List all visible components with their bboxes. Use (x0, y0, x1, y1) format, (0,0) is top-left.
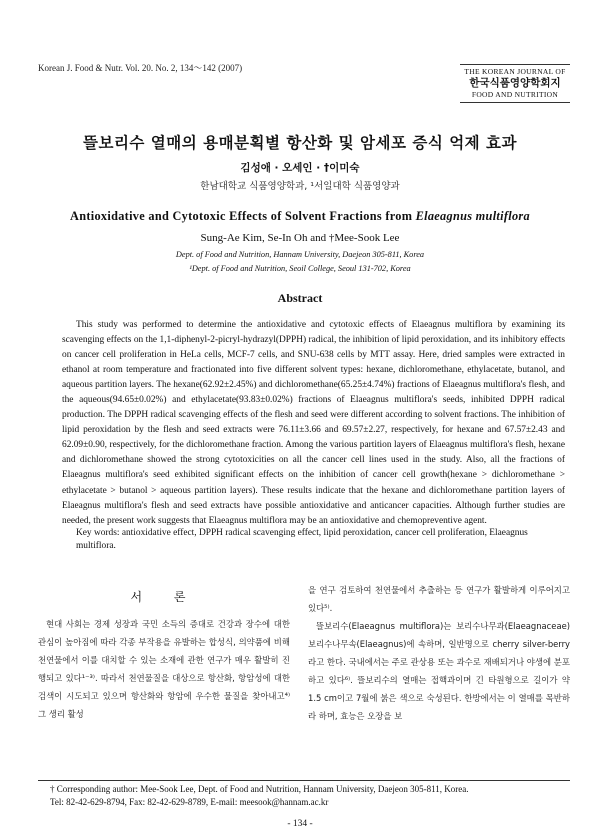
journal-citation: Korean J. Food & Nutr. Vol. 20. No. 2, 134～142 (2007) (38, 63, 243, 73)
authors-english: Sung-Ae Kim, Se-In Oh and †Mee-Sook Lee (200, 232, 400, 244)
abstract-heading: Abstract (277, 291, 323, 305)
intro-paragraph-1-cont: 을 연구 검토하여 천연물에서 추출하는 등 연구가 활발하게 이루어지고 있다⁵⁾. (308, 585, 570, 613)
intro-column-left (38, 615, 290, 723)
authors-korean: 김성애 · 오세인 · †이미숙 (240, 162, 360, 174)
section-title-introduction: 서 론 (130, 590, 200, 604)
journal-name-line3: FOOD AND NUTRITION (471, 90, 559, 99)
affiliations-korean: 한남대학교 식품영양학과, ¹서일대학 식품영양과 (200, 181, 400, 192)
corresponding-author-footnote (50, 783, 570, 809)
footnote-divider (38, 780, 570, 781)
affiliation-english-1: Dept. of Food and Nutrition, Hannam University, Daejeon 305-811, Korea (175, 250, 425, 259)
keywords: Key words: antioxidative effect, DPPH radical scavenging effect, lipid peroxidation, cancer cell proliferation, Elaeagnus multiflora. (76, 528, 528, 551)
page-number: - 134 - (287, 819, 313, 829)
journal-name-line1: THE KOREAN JOURNAL OF (464, 67, 566, 76)
affiliation-english-2: ¹Dept. of Food and Nutrition, Seoil College, Seoul 131-702, Korea (189, 264, 411, 273)
intro-paragraph-1: 현대 사회는 경제 성장과 국민 소득의 증대로 건강과 장수에 대한 관심이 높아짐에 따라 각종 부작용을 유발하는 합성식, 의약품에 비해 천연물에서 이를 대치할 수 있는 소재에 관한 연구가 매우 활발히 진행되고 있다¹⁻³⁾. 따라서 천연물질을 대상으로 항산화, 항암성에 대한 검색이 시도되고 있으며 항산화와 항암에 우수한 물질을 찾아내고⁴⁾ 그 생리 활성 (38, 619, 290, 719)
intro-paragraph-2: 뜰보리수(Elaeagnus multiflora)는 보리수나무과(Elaeagnaceae) 보리수나무속(Elaeagnus)에 속하며, 일반명으로 cherry silver-berry라고 한다. 국내에서는 주로 관상용 또는 과수로 재배되거나 야생에 분포하고 있다⁶⁾. 뜰보리수의 열매는 접핵과이며 긴 타원형으로 길이가 약 1.5 cm이고 7월에 붉은 색으로 숙성된다. 한방에서는 이 열매를 목반하라 하며, 효능은 오장을 보 (308, 621, 570, 721)
abstract-paragraph: This study was performed to determine the antioxidative and cytotoxic effects of Elaeagnus multiflora by examining its scavenging effects on the 1,1-diphenyl-2-picryl-hydrazyl(DPPH) radical, the inhibition of lipid peroxidation, and its inhibitory effects on cancer cell proliferation in HeLa cells, MCF-7 cells, and SNU-638 cells by MTT assay. Here, dried samples were extracted in ethanol at room temperature and fractionated into five different solvent types: hexane, dichloromethane, ethylacetate, butanol, and aqueous partition layers. The hexane(62.92±2.45%) and dichloromethane(65.25±4.74%) fractions of Elaeagnus multiflora's flesh, and the aqueous(94.65±0.02%) and ethylacetate(93.83±0.02%) fractions of Elaeagnus multiflora's seeds, inhibited DPPH radical production. The DPPH radical scavenging effects of the flesh and seed were different according to solvent fractions. The inhibition of lipid peroxidation by the flesh and seed extracts were 76.11±3.66 and 69.57±2.27, respectively, for hexane and 67.57±2.43 and 62.09±0.90, respectively, for the dichloromethane fraction. Among the various partition layers of Elaeagnus multiflora's flesh, hexane and dichloromethane showed the strong cytotoxicities on all the cancer cell lines used in the study. Also, all the fractions of Elaeagnus multiflora's seed exhibited significant effects on the inhibition of cancer cell growth(hexane > dichloromethane > ethylacetate > butanol > aqueous partition layers). These results indicate that the hexane and dichloromethane partition layers of Elaeagnus multiflora's flesh and seed extracts have possible antioxidative and anticancer capacities. Although further studies are needed, the present work suggests that Elaeagnus multiflora may be an antioxidative and chemopreventive agent. (62, 320, 565, 526)
footnote-line-2: Tel: 82-42-629-8794, Fax: 82-42-629-8789, E-mail: meesook@hannam.ac.kr (50, 797, 329, 807)
title-english (0, 209, 600, 224)
title-english-prefix: Antioxidative and Cytotoxic Effects of Solvent Fractions from (70, 209, 416, 223)
footnote-line-1: † Corresponding author: Mee-Sook Lee, Dept. of Food and Nutrition, Hannam University, Daejeon 305-811, Korea. (50, 784, 469, 794)
intro-column-right (308, 581, 570, 725)
abstract-text (62, 318, 565, 529)
title-english-species: Elaeagnus multiflora (415, 209, 530, 223)
title-korean: 뜰보리수 열매의 용매분획별 항산화 및 암세포 증식 억제 효과 (83, 134, 517, 152)
journal-name-korean: 한국식품영양학회지 (469, 77, 561, 89)
journal-name-block (460, 64, 570, 103)
